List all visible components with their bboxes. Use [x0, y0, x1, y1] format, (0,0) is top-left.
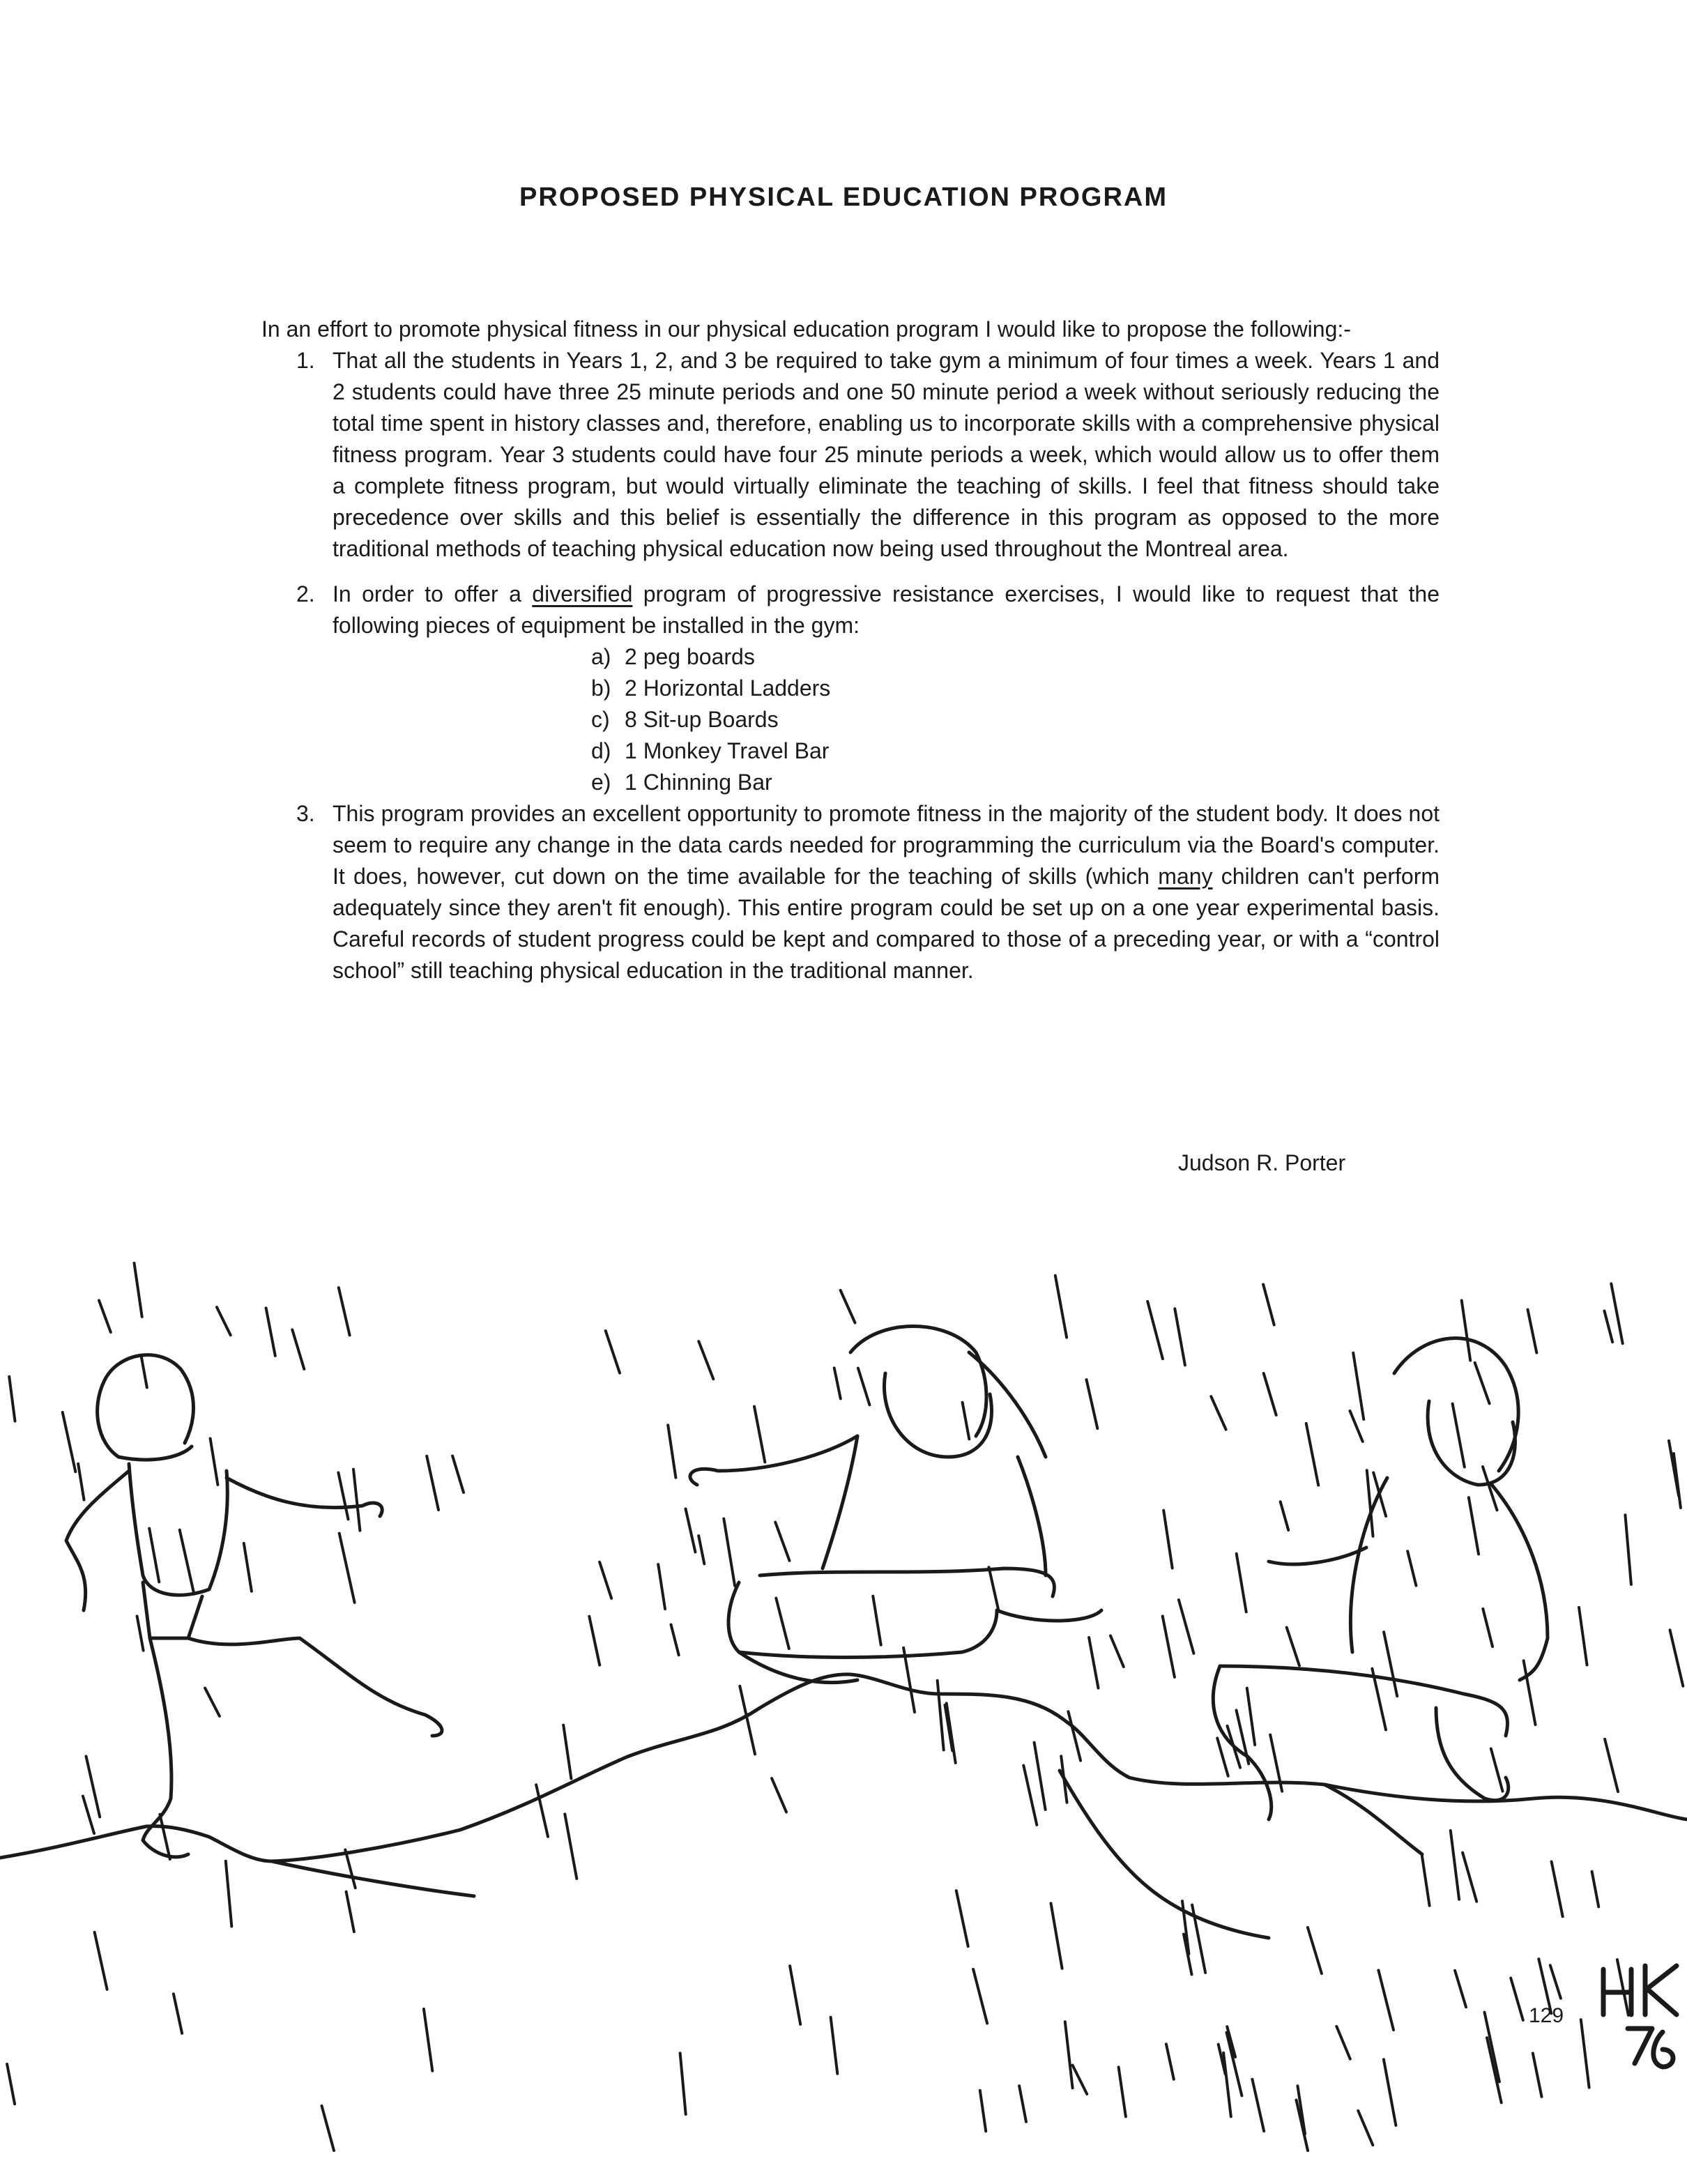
rain-streak [292, 1330, 304, 1369]
runner-middle [690, 1327, 1101, 1683]
rain-streak [1264, 1373, 1276, 1415]
rain-streak [452, 1456, 464, 1493]
item-text-before: This program provides an excellent opportunity to promote fitness in the majority of the student body. It does not seem to require any change in the data cards needed for programming the curriculum via the Board's computer. It does, however, cut down on the time available for the teaching of skills (which [333, 801, 1440, 889]
rain-streak [1625, 1515, 1631, 1584]
rain-streak [563, 1725, 571, 1779]
rain-streak [1550, 1965, 1561, 1998]
equipment-letter: d) [591, 738, 611, 763]
rain-streak [699, 1341, 713, 1379]
rain-streak [346, 1892, 354, 1932]
rain-streak [1035, 1743, 1046, 1810]
equipment-item [591, 704, 1440, 735]
rain-streak [1281, 1502, 1289, 1530]
rain-streak [1247, 1688, 1255, 1745]
item-number: 3. [296, 801, 315, 826]
rain-streak [1358, 2111, 1373, 2145]
rain-streak [1485, 2013, 1499, 2082]
item-number: 2. [296, 581, 315, 606]
rain-streak [658, 1564, 665, 1609]
rain-streak [205, 1688, 220, 1716]
rain-streak [1089, 1637, 1098, 1688]
runner-right [1213, 1338, 1548, 1819]
rain-streak [1110, 1636, 1124, 1667]
rain-streak [1422, 1854, 1430, 1906]
author-signature: Judson R. Porter [1178, 1150, 1346, 1175]
rain-streak [9, 1377, 15, 1421]
rain-streak [1065, 2022, 1073, 2088]
rain-streak [724, 1519, 735, 1586]
equipment-label: 8 Sit-up Boards [625, 707, 779, 732]
rain-streak [668, 1425, 675, 1477]
artist-initials [1603, 1966, 1677, 2067]
rain-streak [1308, 1927, 1322, 1973]
rain-streak [772, 1778, 786, 1812]
rain-streak [1147, 1301, 1163, 1359]
rain-streak [873, 1596, 880, 1645]
rain-streak [589, 1617, 600, 1665]
rain-streak [1211, 1396, 1226, 1430]
rain-streak [424, 2009, 432, 2071]
rain-streaks [7, 1263, 1683, 2151]
rain-streak [86, 1757, 100, 1817]
rain-streak [790, 1966, 800, 2024]
rain-streak [841, 1290, 855, 1323]
rain-streak [858, 1368, 870, 1405]
rain-streak [83, 1796, 94, 1834]
rain-streak [1463, 1853, 1476, 1902]
item-text-after: children can't perform adequately since they aren't fit enough). This entire program could be set up on a one year experimental basis. Careful records of student progress could be kept and compared to those of a preceding year, or with a “control school” still teaching physical education in the traditional manner. [333, 864, 1440, 983]
rain-streak [1407, 1551, 1416, 1585]
rain-streak [1453, 1404, 1465, 1467]
rain-streak [1252, 2079, 1264, 2131]
rain-streak [1469, 1497, 1479, 1554]
equipment-label: 2 peg boards [625, 644, 755, 669]
rain-streak [754, 1407, 765, 1463]
rain-streak [963, 1403, 970, 1439]
rain-streak [149, 1529, 159, 1582]
rain-streak [1179, 1600, 1194, 1654]
rain-streak [1163, 1511, 1173, 1568]
rain-streak [322, 2106, 335, 2151]
rain-streak [339, 1534, 355, 1603]
rain-streak [947, 1703, 956, 1763]
rain-streak [1336, 2026, 1350, 2059]
rain-streak [1669, 1441, 1679, 1496]
rain-streak [78, 1464, 84, 1500]
underlined-word: diversified [532, 581, 633, 606]
rain-streak [135, 1263, 142, 1317]
equipment-letter: a) [591, 644, 611, 669]
rain-streak [353, 1469, 360, 1531]
page-number: 129 [1529, 2004, 1564, 2027]
equipment-list [261, 641, 1440, 798]
rain-streak [339, 1288, 350, 1335]
rain-streak [776, 1598, 789, 1649]
rain-streak [1451, 1831, 1459, 1900]
rain-streak [137, 1617, 144, 1651]
rain-streak [1175, 1308, 1185, 1365]
rain-streak [1533, 2053, 1542, 2096]
rain-streak [180, 1530, 194, 1594]
intro-paragraph: In an effort to promote physical fitness in our physical education program I would like to propose the following:- [261, 316, 1351, 342]
proposal-item-1 [261, 345, 1440, 565]
rain-streak [1350, 1411, 1363, 1442]
rain-streak [1227, 2033, 1242, 2096]
rain-streak [1263, 1285, 1274, 1325]
rain-streak [680, 2053, 686, 2114]
proposal-item-3 [261, 798, 1440, 986]
rain-streak [1055, 1276, 1067, 1338]
item-text-after: program of progressive resistance exercises, I would like to request that the following pieces of equipment be installed in the gym: [333, 581, 1440, 638]
equipment-letter: e) [591, 770, 611, 795]
rain-streak [1163, 1616, 1175, 1677]
rain-streak [1068, 1711, 1081, 1760]
rain-streak [1552, 1862, 1563, 1917]
rain-streak [699, 1536, 704, 1564]
equipment-letter: c) [591, 707, 610, 732]
rain-streak [989, 1567, 998, 1609]
rain-streak [345, 1850, 355, 1888]
rain-runners-illustration [0, 1248, 1687, 2154]
rain-streak [95, 1932, 107, 1990]
rain-streak [1378, 1970, 1394, 2030]
item-number: 1. [296, 348, 315, 373]
rain-streak [1051, 1903, 1062, 1968]
equipment-item [591, 673, 1440, 704]
rain-streak [1223, 2053, 1231, 2117]
proposal-body [261, 314, 1440, 986]
rain-streak [1617, 1960, 1628, 2015]
equipment-label: 2 Horizontal Ladders [625, 675, 831, 701]
equipment-label: 1 Monkey Travel Bar [625, 738, 830, 763]
rain-streak [1475, 1363, 1490, 1404]
rain-streak [565, 1814, 577, 1879]
equipment-item [591, 641, 1440, 673]
rain-streak [671, 1625, 679, 1656]
rain-streak [338, 1473, 348, 1520]
rain-streak [1579, 1608, 1587, 1665]
rain-streak [1592, 1872, 1599, 1907]
rain-streak [686, 1509, 696, 1552]
rain-streak [142, 1356, 147, 1387]
rain-streak [1073, 2065, 1087, 2094]
rain-streak [1119, 2067, 1126, 2116]
rain-streak [1023, 1766, 1037, 1825]
rain-streak [174, 1994, 182, 2033]
rain-streak [427, 1456, 438, 1510]
rain-streak [1384, 1632, 1397, 1696]
rain-streak [217, 1307, 231, 1335]
rain-streak [1166, 2044, 1174, 2079]
rain-streak [606, 1331, 620, 1373]
rain-streak [211, 1439, 218, 1485]
rain-streak [834, 1368, 841, 1398]
rain-streak [1462, 1301, 1471, 1361]
rain-streak [266, 1308, 275, 1356]
rain-streak [1605, 1311, 1613, 1343]
rain-streak [980, 2091, 986, 2131]
item-text-before: In order to offer a [333, 581, 533, 606]
rain-streak [1487, 2038, 1502, 2102]
rain-streak [938, 1681, 944, 1750]
rain-streak [1611, 1284, 1622, 1344]
rain-streak [831, 2017, 838, 2074]
rain-streak [1455, 1971, 1466, 2007]
rain-streak [1306, 1423, 1319, 1486]
rain-streak [1237, 1554, 1246, 1612]
equipment-label: 1 Chinning Bar [625, 770, 772, 795]
rain-streak [1087, 1380, 1098, 1428]
rain-streak [956, 1891, 968, 1946]
rain-streak [1287, 1628, 1299, 1666]
rain-streak [1528, 1310, 1537, 1353]
rain-streak [1217, 1738, 1228, 1776]
rain-streak [775, 1522, 789, 1561]
rain-streak [1019, 2086, 1026, 2122]
equipment-item [591, 735, 1440, 767]
rain-streak [1483, 1609, 1493, 1647]
rain-streak [973, 1969, 987, 2024]
underlined-word: many [1158, 864, 1213, 889]
runner-left [66, 1355, 442, 1857]
page-title: PROPOSED PHYSICAL EDUCATION PROGRAM [519, 183, 1168, 212]
rain-streak [1511, 1978, 1523, 2020]
item-text: That all the students in Years 1, 2, and 3 be required to take gym a minimum of four times a week. Years 1 and 2 students could have three 25 minute periods and one 50 minute period a week without seriously reducing the total time spent in history classes and, therefore, enabling us to incorporate skills with a comprehensive physical fitness program. Year 3 students could have four 25 minute periods a week, which would allow us to offer them a complete fitness program, but would virtually eliminate the teaching of skills. I feel that fitness should take precedence over skills and this belief is essentially the difference in this program as opposed to the more traditional methods of teaching physical education now being used throughout the Montreal area. [333, 348, 1440, 561]
rain-streak [99, 1301, 111, 1333]
rain-streak [7, 2064, 15, 2104]
rain-streak [600, 1562, 611, 1598]
equipment-item [591, 767, 1440, 798]
rain-streak [63, 1412, 76, 1472]
rain-streak [1605, 1739, 1618, 1792]
rain-streak [1384, 2059, 1396, 2125]
rain-streak [226, 1861, 232, 1927]
rain-streak [1670, 1630, 1684, 1686]
equipment-letter: b) [591, 675, 611, 701]
hill-outline [0, 1674, 1687, 1938]
rain-streak [1353, 1353, 1364, 1419]
rain-streak [1581, 2019, 1589, 2087]
rain-streak [1491, 1749, 1503, 1792]
proposal-item-2 [261, 579, 1440, 641]
rain-streak [244, 1543, 252, 1591]
